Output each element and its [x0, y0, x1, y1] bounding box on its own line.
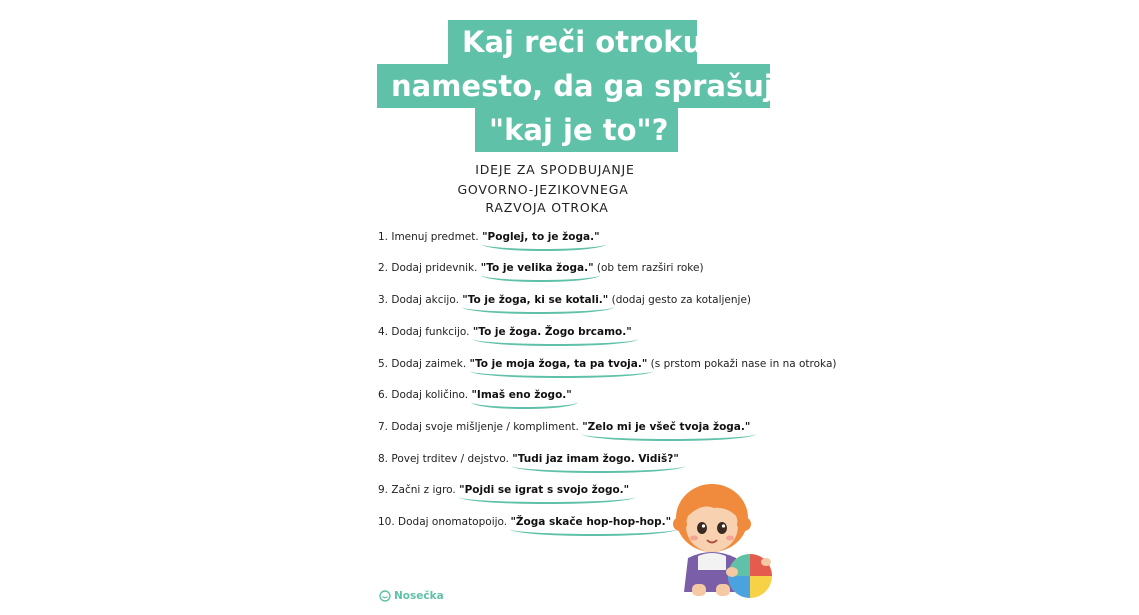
item-label: 1. Imenuj predmet.: [378, 231, 483, 243]
item-quote: "Poglej, to je žoga.": [482, 231, 600, 243]
item-quote: "Pojdi se igrat s svojo žogo.": [459, 484, 630, 496]
item-quote: "To je žoga. Žogo brcamo.": [472, 326, 632, 338]
subtitle-line-3: RAZVOJA OTROKA: [485, 200, 609, 215]
item-quote: "To je žoga, ki se kotali.": [462, 294, 609, 306]
title-line-1: Kaj reči otroku,: [448, 20, 697, 64]
item-quote: "To je velika žoga.": [480, 262, 594, 274]
item-label: 4. Dodaj funkcijo.: [378, 326, 473, 338]
item-quote: "Imaš eno žogo.": [471, 389, 572, 401]
item-note: (ob tem razširi roke): [593, 262, 704, 274]
list-item: [378, 294, 751, 308]
item-label: 2. Dodaj pridevnik.: [378, 262, 481, 274]
item-quote: "Žoga skače hop-hop-hop.": [510, 516, 672, 528]
item-label: 3. Dodaj akcijo.: [378, 294, 463, 306]
item-label: 8. Povej trditev / dejstvo.: [378, 453, 513, 465]
item-quote: "Tudi jaz imam žogo. Vidiš?": [512, 453, 679, 465]
brand-logo: [379, 590, 444, 602]
item-label: 7. Dodaj svoje mišljenje / kompliment.: [378, 421, 583, 433]
item-label: 5. Dodaj zaimek.: [378, 358, 470, 370]
list-item: [378, 389, 572, 403]
title-line-3: "kaj je to"?: [475, 108, 678, 152]
list-item: [378, 358, 837, 372]
subtitle-line-1: IDEJE ZA SPODBUJANJE: [475, 162, 635, 177]
subtitle-line-2: GOVORNO-JEZIKOVNEGA: [457, 182, 629, 197]
item-quote: "To je moja žoga, ta pa tvoja.": [469, 358, 648, 370]
smile-icon: [379, 590, 391, 602]
title-line-2: namesto, da ga sprašuješ: [377, 64, 770, 108]
list-item: [378, 421, 750, 435]
list-item: [378, 484, 629, 498]
list-item: [378, 516, 671, 530]
child-with-ball-illustration: [670, 480, 780, 600]
item-note: (dodaj gesto za kotaljenje): [608, 294, 752, 306]
list-item: [378, 326, 632, 340]
brand-name: Nosečka: [394, 590, 444, 602]
item-label: 10. Dodaj onomatopoijo.: [378, 516, 511, 528]
list-item: [378, 231, 600, 245]
item-note: (s prstom pokaži nase in na otroka): [647, 358, 837, 370]
item-quote: "Zelo mi je všeč tvoja žoga.": [582, 421, 751, 433]
list-item: [378, 262, 704, 276]
item-label: 9. Začni z igro.: [378, 484, 460, 496]
item-label: 6. Dodaj količino.: [378, 389, 472, 401]
list-item: [378, 453, 679, 467]
